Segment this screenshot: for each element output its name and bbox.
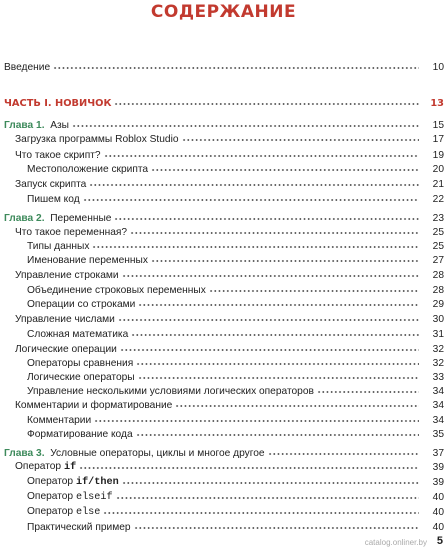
toc-entry-label <box>0 299 138 311</box>
dot-leader <box>136 430 419 439</box>
toc-page-number: 37 <box>432 448 444 459</box>
toc-entry <box>0 327 447 341</box>
toc-entry-text: Оператор <box>27 476 74 487</box>
code-keyword: else <box>75 507 101 518</box>
dot-leader <box>72 121 419 130</box>
toc-entry-label <box>0 62 53 74</box>
toc-entry <box>0 312 447 326</box>
toc-entry <box>0 413 447 427</box>
toc-entry <box>0 132 447 146</box>
dot-leader <box>268 449 419 458</box>
toc-entry <box>0 342 447 356</box>
toc-page-number: 31 <box>432 329 444 340</box>
toc-entry-text: Запуск скрипта <box>15 179 87 190</box>
toc-page-number: 40 <box>432 492 444 503</box>
toc-entry <box>0 505 447 519</box>
toc-entry-text: Азы <box>50 120 69 131</box>
toc-entry-label <box>0 372 138 384</box>
toc-entry <box>0 253 447 267</box>
toc-entry-text: Местоположение скрипта <box>27 164 149 175</box>
toc-entry-label <box>0 386 317 398</box>
toc-entry <box>0 283 447 297</box>
toc-entry-label <box>0 179 89 191</box>
dot-leader <box>104 151 419 160</box>
toc-page-number: 13 <box>430 98 444 109</box>
toc-entry <box>0 162 447 176</box>
toc-entry <box>0 148 447 162</box>
dot-leader <box>151 165 419 174</box>
dot-leader <box>134 523 419 532</box>
toc-entry-label <box>0 213 114 225</box>
toc-entry-text: Сложная математика <box>27 329 129 340</box>
toc-page-number: 34 <box>432 415 444 426</box>
toc-entry-label <box>0 344 120 356</box>
toc-entry-label <box>0 227 130 239</box>
toc-page-number: 28 <box>432 270 444 281</box>
dot-leader <box>94 416 419 425</box>
dot-leader <box>83 195 419 204</box>
dot-leader <box>317 387 419 396</box>
chapter-prefix: Глава 3. <box>4 448 45 459</box>
toc-page-number: 21 <box>432 179 444 190</box>
toc-entry-text: Переменные <box>50 213 112 224</box>
toc-entry-text: Операции со строками <box>27 299 136 310</box>
toc-entry <box>0 384 447 398</box>
toc-entry <box>0 211 447 225</box>
toc-page-number: 39 <box>432 462 444 473</box>
toc-page-number: 28 <box>432 285 444 296</box>
toc-entry-text: Логические операторы <box>27 372 135 383</box>
toc-entry-text: Введение <box>4 62 51 73</box>
toc-page-number: 34 <box>432 400 444 411</box>
dot-leader <box>92 242 419 251</box>
toc-entry <box>0 268 447 282</box>
dot-leader <box>122 478 419 487</box>
code-keyword: elseif <box>75 492 113 503</box>
toc-entry-text: Пишем код <box>27 194 80 205</box>
toc-entry <box>0 96 447 110</box>
toc-entry <box>0 460 447 474</box>
toc-entry <box>0 446 447 460</box>
dot-leader <box>53 63 419 72</box>
toc-page-number: 25 <box>432 227 444 238</box>
toc-entry <box>0 192 447 206</box>
toc-page-number: 27 <box>432 255 444 266</box>
toc-entry <box>0 398 447 412</box>
toc-entry-text: Что такое скрипт? <box>15 150 101 161</box>
toc-entry-label <box>0 415 94 427</box>
toc-page-number: 40 <box>432 507 444 518</box>
toc-page-number: 39 <box>432 477 444 488</box>
toc-entry-label <box>0 429 136 441</box>
toc-page-number: 34 <box>432 386 444 397</box>
toc-entry <box>0 239 447 253</box>
toc-entry-text: Управление строками <box>15 270 119 281</box>
toc-entry-text: Объединение строковых переменных <box>27 285 206 296</box>
toc-entry <box>0 370 447 384</box>
dot-leader <box>120 345 419 354</box>
dot-leader <box>114 99 419 108</box>
toc-page-number: 15 <box>432 120 444 131</box>
toc-entry-text: Оператор <box>15 461 62 472</box>
toc-entry-label <box>0 120 72 132</box>
toc-entry <box>0 225 447 239</box>
toc-entry-text: Форматирование кода <box>27 429 133 440</box>
toc-entry-text: Операторы сравнения <box>27 358 134 369</box>
toc-entry-text: Комментарии и форматирование <box>15 400 173 411</box>
toc-entry-text: Логические операции <box>15 344 117 355</box>
chapter-prefix: Глава 2. <box>4 213 45 224</box>
dot-leader <box>79 463 419 472</box>
toc-entry-label <box>0 164 151 176</box>
dot-leader <box>175 401 419 410</box>
toc-page-number: 35 <box>432 429 444 440</box>
code-keyword: if <box>63 462 77 473</box>
dot-leader <box>122 271 419 280</box>
toc-entry <box>0 520 447 534</box>
dot-leader <box>116 493 419 502</box>
toc-entry-text: Что такое переменная? <box>15 227 128 238</box>
toc-entry <box>0 60 447 74</box>
toc-page-number: 19 <box>432 150 444 161</box>
toc-page-number: 32 <box>432 358 444 369</box>
toc-entry-label <box>0 522 134 534</box>
toc-entry <box>0 490 447 504</box>
toc-page-number: 40 <box>432 522 444 533</box>
toc-entry-text: Практический пример <box>27 522 131 533</box>
toc-entry-label <box>0 461 79 474</box>
toc-entry-text: Условные операторы, циклы и многое другое <box>50 448 265 459</box>
dot-leader <box>118 315 419 324</box>
dot-leader <box>151 256 419 265</box>
dot-leader <box>138 300 419 309</box>
toc-entry <box>0 356 447 370</box>
toc-entry-label <box>0 270 122 282</box>
toc-entry-label <box>0 506 103 519</box>
toc-entry-label <box>0 134 182 146</box>
toc-entry-label <box>0 329 131 341</box>
toc-entry-text: Управление несколькими условиями логических операторов <box>27 386 314 397</box>
chapter-prefix: Глава 1. <box>4 120 45 131</box>
toc-entry-label <box>0 150 104 162</box>
toc-entry-label <box>0 255 151 267</box>
toc-entry-label <box>0 491 116 504</box>
toc-entry-text: Комментарии <box>27 415 92 426</box>
code-keyword: if/then <box>75 477 119 488</box>
toc-entry-text: ЧАСТЬ I. НОВИЧОК <box>4 98 112 109</box>
toc-entry <box>0 177 447 191</box>
toc-entry <box>0 297 447 311</box>
toc-entry-text: Оператор <box>27 506 74 517</box>
toc-entry-label <box>0 241 92 253</box>
dot-leader <box>103 508 419 517</box>
dot-leader <box>89 180 419 189</box>
toc-entry-text: Загрузка программы Roblox Studio <box>15 134 179 145</box>
toc-entry <box>0 427 447 441</box>
toc-entry-label <box>0 314 118 326</box>
toc-entry-text: Типы данных <box>27 241 90 252</box>
toc-page-number: 17 <box>432 134 444 145</box>
dot-leader <box>130 228 419 237</box>
dot-leader <box>209 286 419 295</box>
toc-entry-text: Оператор <box>27 491 74 502</box>
toc-entry-text: Управление числами <box>15 314 115 325</box>
toc-title: СОДЕРЖАНИЕ <box>150 2 297 22</box>
dot-leader <box>138 373 419 382</box>
watermark: catalog.onliner.by <box>364 538 427 547</box>
toc-entry-label <box>0 194 83 206</box>
dot-leader <box>182 135 419 144</box>
toc-entry-label <box>0 285 209 297</box>
toc-entry <box>0 118 447 132</box>
toc-page-number: 33 <box>432 372 444 383</box>
toc-entry-label <box>0 358 136 370</box>
page-number: 5 <box>436 535 443 547</box>
toc-page-number: 10 <box>432 62 444 73</box>
dot-leader <box>131 330 419 339</box>
toc-page-number: 30 <box>432 314 444 325</box>
toc-entry-label <box>0 98 114 110</box>
toc-page-number: 22 <box>432 194 444 205</box>
toc-entry-label <box>0 476 122 489</box>
toc-page-number: 32 <box>432 344 444 355</box>
toc-entry-label <box>0 400 175 412</box>
toc-entry <box>0 475 447 489</box>
toc-page-number: 25 <box>432 241 444 252</box>
toc-page-number: 23 <box>432 213 444 224</box>
dot-leader <box>136 359 419 368</box>
dot-leader <box>114 214 419 223</box>
toc-page-number: 29 <box>432 299 444 310</box>
toc-page-number: 20 <box>432 164 444 175</box>
toc-entry-label <box>0 448 268 460</box>
toc-entry-text: Именование переменных <box>27 255 148 266</box>
